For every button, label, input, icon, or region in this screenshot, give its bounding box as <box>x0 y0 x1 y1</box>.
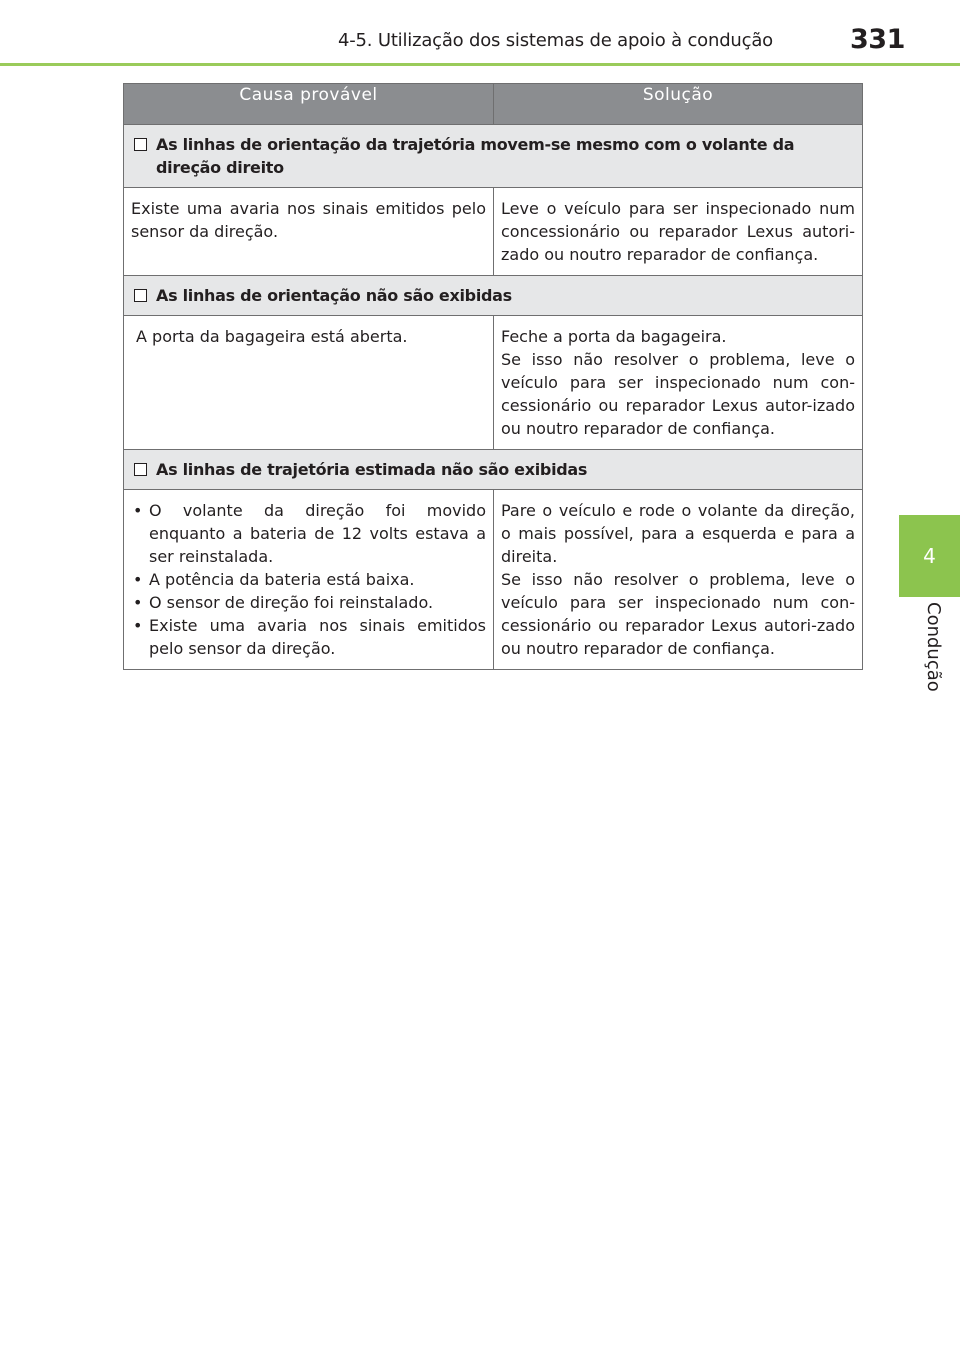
cause-cell <box>124 490 494 670</box>
section-heading-cell <box>124 276 863 316</box>
chapter-label: Condução <box>923 602 944 692</box>
header-title: 4-5. Utilização dos sistemas de apoio à condução <box>338 30 773 51</box>
list-item: • O sensor de direção foi reinstalado. <box>131 591 486 614</box>
table-row <box>124 490 863 670</box>
checkbox-icon <box>134 289 147 302</box>
header-rule <box>0 63 960 66</box>
section-row <box>124 450 863 490</box>
column-header-cause: Causa provável <box>124 84 494 125</box>
troubleshooting-table <box>123 83 863 670</box>
column-header-solution: Solução <box>494 84 863 125</box>
solution-cell <box>494 490 863 670</box>
table-header-row <box>124 84 863 125</box>
solution-text: Pare o veículo e rode o volante da direção, o mais possível, para a esquerda e para a direita. <box>501 501 855 566</box>
cause-list <box>131 499 486 660</box>
list-item: • Existe uma avaria nos sinais emitidos pelo sensor da direção. <box>131 614 486 660</box>
list-item: • O volante da direção foi movido enquanto a bateria de 12 volts estava a ser reinstalada. <box>131 499 486 568</box>
solution-cell <box>494 188 863 276</box>
section-heading: As linhas de trajetória estimada não são exibidas <box>156 460 588 479</box>
cause-text: A porta da bagageira está aberta. <box>136 327 408 346</box>
section-heading-cell <box>124 125 863 188</box>
cause-cell <box>124 188 494 276</box>
chapter-tab <box>899 515 960 597</box>
cause-cell <box>124 316 494 450</box>
section-row <box>124 276 863 316</box>
solution-text: Leve o veículo para ser inspecionado num concessionário ou reparador Lexus autori-zado ou noutro reparador de confiança. <box>501 199 855 264</box>
checkbox-icon <box>134 463 147 476</box>
list-item: • A potência da bateria está baixa. <box>131 568 486 591</box>
solution-text: Se isso não resolver o problema, leve o veículo para ser inspecionado num con-cessionário ou reparador Lexus autor-izado ou noutro reparador de confiança. <box>501 350 855 438</box>
section-heading-cell <box>124 450 863 490</box>
table-row <box>124 188 863 276</box>
chapter-number: 4 <box>923 544 936 568</box>
table-row <box>124 316 863 450</box>
page-number: 331 <box>850 24 905 55</box>
solution-text: Se isso não resolver o problema, leve o veículo para ser inspecionado num con-cessionário ou reparador Lexus autori-zado ou noutro reparador de confiança. <box>501 570 855 658</box>
section-heading: As linhas de orientação da trajetória movem-se mesmo com o volante da direção direito <box>156 135 795 177</box>
checkbox-icon <box>134 138 147 151</box>
solution-text: Feche a porta da bagageira. <box>501 327 727 346</box>
cause-text: Existe uma avaria nos sinais emitidos pelo sensor da direção. <box>131 199 486 241</box>
solution-cell <box>494 316 863 450</box>
section-heading: As linhas de orientação não são exibidas <box>156 286 512 305</box>
section-row <box>124 125 863 188</box>
